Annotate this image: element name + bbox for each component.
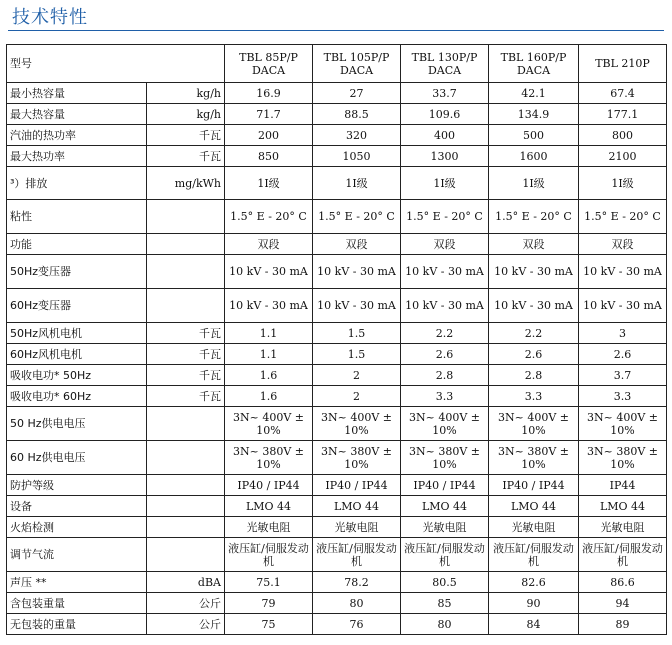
value-cell: 双段 [313, 234, 401, 255]
value-cell: 10 kV - 30 mA [225, 289, 313, 323]
table-row [7, 255, 667, 289]
row-label: 设备 [7, 496, 147, 517]
table-row [7, 200, 667, 234]
value-cell: 71.7 [225, 104, 313, 125]
model-header: TBL 130P/P DACA [401, 45, 489, 83]
value-cell: 双段 [225, 234, 313, 255]
row-unit [147, 441, 225, 475]
value-cell: 光敏电阻 [579, 517, 667, 538]
value-cell: 1600 [489, 146, 579, 167]
value-cell: 1.5° E - 20° C [489, 200, 579, 234]
value-cell: 75.1 [225, 572, 313, 593]
row-label: 汽油的热功率 [7, 125, 147, 146]
row-unit: 千瓦 [147, 125, 225, 146]
value-cell: 76 [313, 614, 401, 635]
value-cell: 10 kV - 30 mA [313, 289, 401, 323]
row-unit: 千瓦 [147, 365, 225, 386]
value-cell: LMO 44 [489, 496, 579, 517]
row-label: 50 Hz供电电压 [7, 407, 147, 441]
value-cell: 94 [579, 593, 667, 614]
value-cell: 400 [401, 125, 489, 146]
table-row [7, 146, 667, 167]
value-cell: 3N~ 380V ± 10% [579, 441, 667, 475]
table-row [7, 407, 667, 441]
value-cell: 1.1 [225, 344, 313, 365]
value-cell: 1I级 [489, 167, 579, 200]
row-label: 无包装的重量 [7, 614, 147, 635]
value-cell: 1.5° E - 20° C [401, 200, 489, 234]
value-cell: 177.1 [579, 104, 667, 125]
value-cell: 1.5° E - 20° C [313, 200, 401, 234]
value-cell: 800 [579, 125, 667, 146]
table-row [7, 475, 667, 496]
value-cell: 1.1 [225, 323, 313, 344]
value-cell: 1.5° E - 20° C [579, 200, 667, 234]
value-cell: 1300 [401, 146, 489, 167]
value-cell: 3 [579, 323, 667, 344]
table-row [7, 83, 667, 104]
row-unit [147, 289, 225, 323]
value-cell: 1.6 [225, 386, 313, 407]
value-cell: 液压缸/伺服发动机 [489, 538, 579, 572]
table-row [7, 496, 667, 517]
row-unit [147, 475, 225, 496]
row-label: 粘性 [7, 200, 147, 234]
value-cell: 10 kV - 30 mA [401, 255, 489, 289]
model-header: TBL 105P/P DACA [313, 45, 401, 83]
table-row [7, 125, 667, 146]
row-label: 火焰检测 [7, 517, 147, 538]
value-cell: 42.1 [489, 83, 579, 104]
value-cell: 88.5 [313, 104, 401, 125]
value-cell: 双段 [489, 234, 579, 255]
value-cell: 1I级 [401, 167, 489, 200]
table-row [7, 441, 667, 475]
value-cell: 光敏电阻 [225, 517, 313, 538]
row-label: 60Hz风机电机 [7, 344, 147, 365]
row-unit: 千瓦 [147, 146, 225, 167]
row-unit: 千瓦 [147, 323, 225, 344]
row-label: 60 Hz供电电压 [7, 441, 147, 475]
value-cell: 液压缸/伺服发动机 [401, 538, 489, 572]
table-row [7, 167, 667, 200]
row-label: ³）排放 [7, 167, 147, 200]
value-cell: 82.6 [489, 572, 579, 593]
value-cell: 2.8 [489, 365, 579, 386]
row-label: 声压 ** [7, 572, 147, 593]
table-row [7, 593, 667, 614]
row-label: 吸收电功* 50Hz [7, 365, 147, 386]
value-cell: 1I级 [313, 167, 401, 200]
value-cell: 90 [489, 593, 579, 614]
spec-table [6, 44, 667, 635]
value-cell: 3N~ 380V ± 10% [225, 441, 313, 475]
row-unit: 公斤 [147, 593, 225, 614]
row-label: 最大热容量 [7, 104, 147, 125]
value-cell: IP40 / IP44 [225, 475, 313, 496]
value-cell: 液压缸/伺服发动机 [225, 538, 313, 572]
table-row [7, 386, 667, 407]
row-label: 最大热功率 [7, 146, 147, 167]
value-cell: 3N~ 400V ± 10% [579, 407, 667, 441]
value-cell: 27 [313, 83, 401, 104]
title-divider [8, 30, 664, 31]
table-row [7, 365, 667, 386]
value-cell: 500 [489, 125, 579, 146]
table-row [7, 289, 667, 323]
row-label: 调节气流 [7, 538, 147, 572]
value-cell: 1050 [313, 146, 401, 167]
row-unit: mg/kWh [147, 167, 225, 200]
value-cell: 10 kV - 30 mA [225, 255, 313, 289]
header-label: 型号 [7, 45, 225, 83]
value-cell: 3N~ 400V ± 10% [489, 407, 579, 441]
value-cell: 109.6 [401, 104, 489, 125]
value-cell: 320 [313, 125, 401, 146]
value-cell: 79 [225, 593, 313, 614]
value-cell: 双段 [401, 234, 489, 255]
row-unit: 公斤 [147, 614, 225, 635]
value-cell: LMO 44 [401, 496, 489, 517]
value-cell: 850 [225, 146, 313, 167]
value-cell: 3N~ 380V ± 10% [489, 441, 579, 475]
value-cell: 2.6 [489, 344, 579, 365]
row-label: 50Hz变压器 [7, 255, 147, 289]
row-label: 功能 [7, 234, 147, 255]
value-cell: IP40 / IP44 [489, 475, 579, 496]
table-row [7, 323, 667, 344]
value-cell: 80 [313, 593, 401, 614]
row-label: 50Hz风机电机 [7, 323, 147, 344]
value-cell: 3.3 [401, 386, 489, 407]
row-label: 含包装重量 [7, 593, 147, 614]
value-cell: 75 [225, 614, 313, 635]
value-cell: 双段 [579, 234, 667, 255]
value-cell: 10 kV - 30 mA [489, 289, 579, 323]
value-cell: 80.5 [401, 572, 489, 593]
value-cell: 86.6 [579, 572, 667, 593]
table-row [7, 572, 667, 593]
value-cell: 16.9 [225, 83, 313, 104]
row-unit [147, 255, 225, 289]
value-cell: IP40 / IP44 [313, 475, 401, 496]
value-cell: 1.5° E - 20° C [225, 200, 313, 234]
value-cell: 2.6 [579, 344, 667, 365]
value-cell: 10 kV - 30 mA [313, 255, 401, 289]
row-unit [147, 200, 225, 234]
model-header: TBL 210P [579, 45, 667, 83]
row-unit [147, 407, 225, 441]
value-cell: 1.5 [313, 323, 401, 344]
table-row [7, 517, 667, 538]
table-row [7, 538, 667, 572]
page-title: 技术特性 [12, 7, 88, 28]
model-header: TBL 85P/P DACA [225, 45, 313, 83]
value-cell: 3N~ 380V ± 10% [401, 441, 489, 475]
model-header: TBL 160P/P DACA [489, 45, 579, 83]
row-unit [147, 517, 225, 538]
row-unit [147, 496, 225, 517]
value-cell: 2 [313, 386, 401, 407]
row-unit [147, 538, 225, 572]
value-cell: 78.2 [313, 572, 401, 593]
value-cell: 光敏电阻 [313, 517, 401, 538]
value-cell: 2.2 [489, 323, 579, 344]
value-cell: 2.8 [401, 365, 489, 386]
value-cell: 3.7 [579, 365, 667, 386]
value-cell: 2 [313, 365, 401, 386]
value-cell: LMO 44 [225, 496, 313, 517]
value-cell: LMO 44 [579, 496, 667, 517]
value-cell: 2100 [579, 146, 667, 167]
value-cell: 10 kV - 30 mA [401, 289, 489, 323]
value-cell: 3.3 [579, 386, 667, 407]
value-cell: 1I级 [225, 167, 313, 200]
table-row [7, 614, 667, 635]
row-unit: kg/h [147, 83, 225, 104]
row-label: 60Hz变压器 [7, 289, 147, 323]
value-cell: 2.2 [401, 323, 489, 344]
value-cell: 10 kV - 30 mA [579, 289, 667, 323]
value-cell: 1.5 [313, 344, 401, 365]
value-cell: 3.3 [489, 386, 579, 407]
value-cell: 134.9 [489, 104, 579, 125]
value-cell: IP44 [579, 475, 667, 496]
row-label: 吸收电功* 60Hz [7, 386, 147, 407]
value-cell: 光敏电阻 [489, 517, 579, 538]
row-unit [147, 234, 225, 255]
value-cell: 3N~ 380V ± 10% [313, 441, 401, 475]
header-row [7, 45, 667, 83]
table-row [7, 104, 667, 125]
value-cell: 液压缸/伺服发动机 [579, 538, 667, 572]
value-cell: 2.6 [401, 344, 489, 365]
value-cell: 89 [579, 614, 667, 635]
table-row [7, 234, 667, 255]
value-cell: 液压缸/伺服发动机 [313, 538, 401, 572]
value-cell: 光敏电阻 [401, 517, 489, 538]
value-cell: 84 [489, 614, 579, 635]
value-cell: 33.7 [401, 83, 489, 104]
value-cell: 3N~ 400V ± 10% [401, 407, 489, 441]
row-unit: 千瓦 [147, 386, 225, 407]
spec-table-body [7, 45, 667, 635]
value-cell: 10 kV - 30 mA [579, 255, 667, 289]
row-label: 最小热容量 [7, 83, 147, 104]
row-unit: kg/h [147, 104, 225, 125]
value-cell: 1I级 [579, 167, 667, 200]
value-cell: LMO 44 [313, 496, 401, 517]
row-label: 防护等级 [7, 475, 147, 496]
value-cell: 80 [401, 614, 489, 635]
table-row [7, 344, 667, 365]
row-unit: 千瓦 [147, 344, 225, 365]
value-cell: IP40 / IP44 [401, 475, 489, 496]
value-cell: 10 kV - 30 mA [489, 255, 579, 289]
row-unit: dBA [147, 572, 225, 593]
value-cell: 67.4 [579, 83, 667, 104]
value-cell: 1.6 [225, 365, 313, 386]
value-cell: 200 [225, 125, 313, 146]
value-cell: 3N~ 400V ± 10% [225, 407, 313, 441]
value-cell: 3N~ 400V ± 10% [313, 407, 401, 441]
value-cell: 85 [401, 593, 489, 614]
